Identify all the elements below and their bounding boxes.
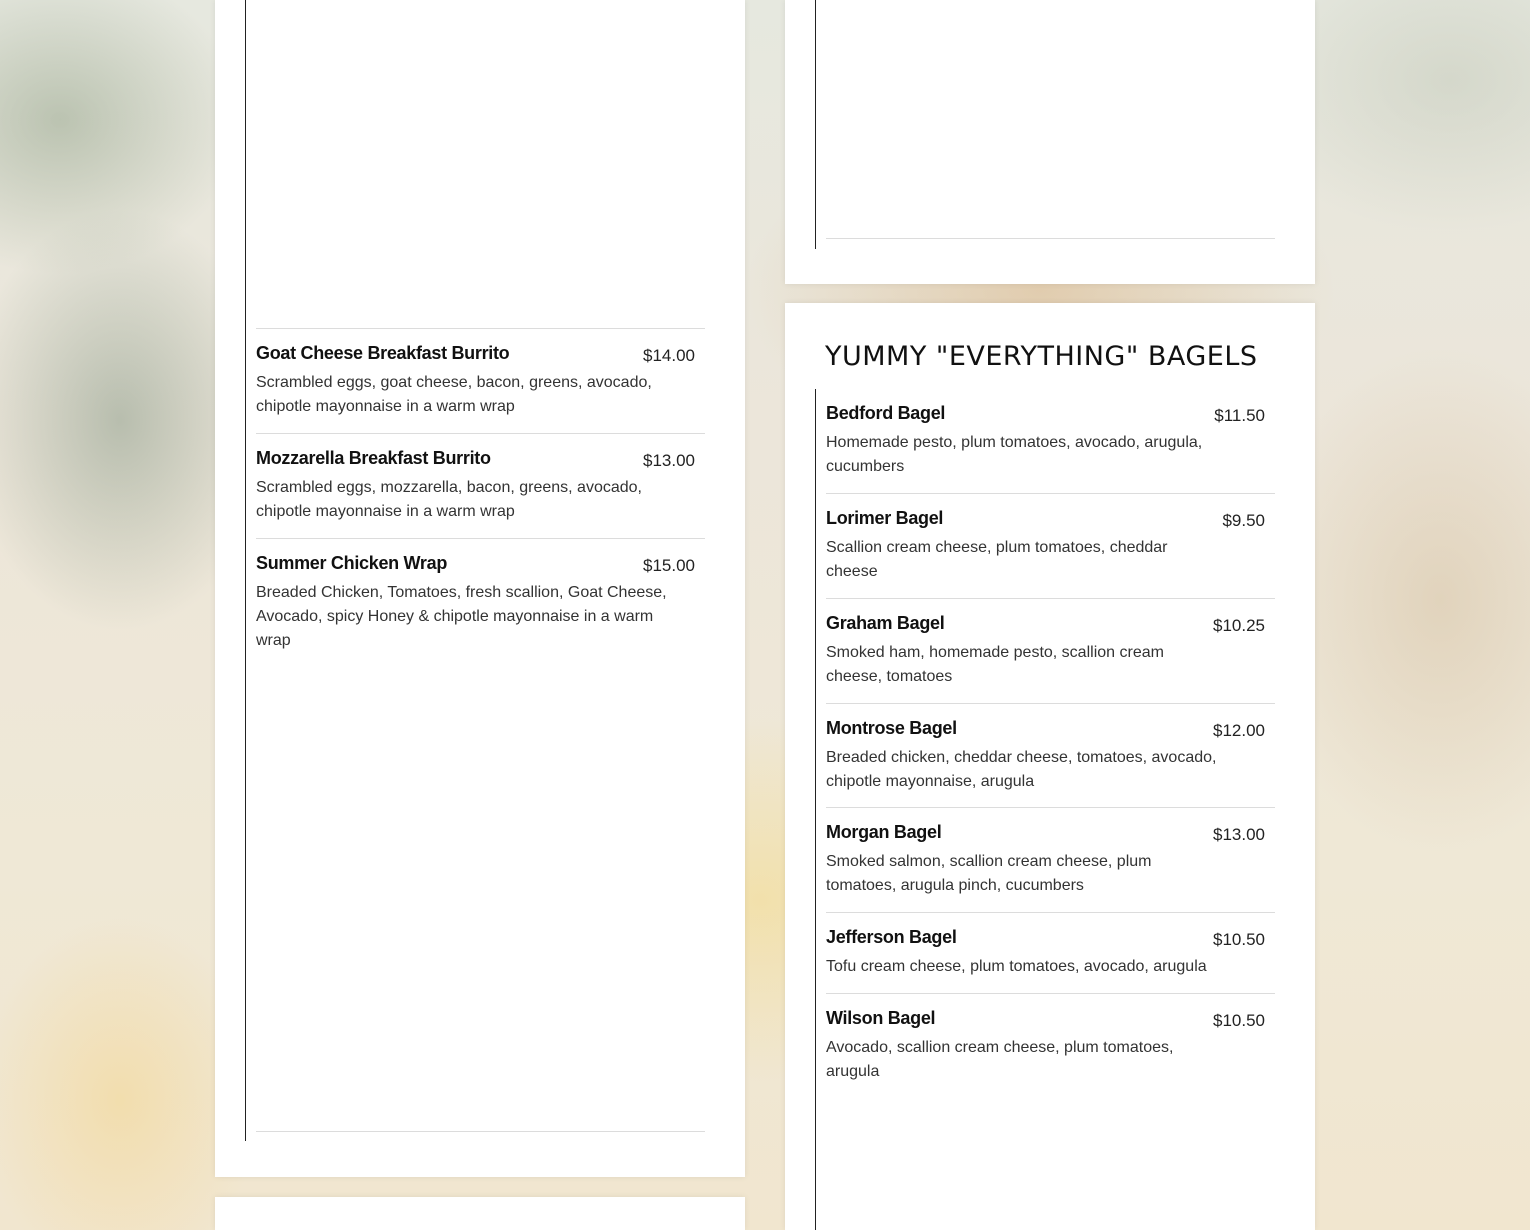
menu-item-name: Morgan Bagel xyxy=(826,822,942,842)
menu-item-name: Montrose Bagel xyxy=(826,718,957,738)
menu-item xyxy=(826,403,1265,483)
item-divider xyxy=(826,912,1275,913)
menu-item-price: $9.50 xyxy=(1222,511,1265,530)
menu-item-name: Jefferson Bagel xyxy=(826,927,957,947)
menu-item-description: Scallion cream cheese, plum tomatoes, cheddar cheese xyxy=(826,539,1168,580)
menu-item-description: Breaded chicken, cheddar cheese, tomatoes, avocado, chipotle mayonnaise, arugula xyxy=(826,749,1217,790)
menu-item xyxy=(826,822,1265,902)
left-next-panel xyxy=(215,1197,745,1230)
menu-item-price: $10.50 xyxy=(1213,1011,1265,1030)
menu-item-name: Graham Bagel xyxy=(826,613,945,633)
menu-item-name: Lorimer Bagel xyxy=(826,508,944,528)
menu-item-price: $13.00 xyxy=(643,451,695,470)
item-divider xyxy=(256,433,705,434)
left-menu-panel xyxy=(215,0,745,1177)
menu-item-name: Bedford Bagel xyxy=(826,403,946,423)
section-end-divider xyxy=(256,1131,705,1132)
item-divider xyxy=(826,598,1275,599)
menu-item xyxy=(826,927,1265,983)
item-divider xyxy=(256,328,705,329)
right-previous-panel xyxy=(785,0,1315,284)
item-divider xyxy=(826,807,1275,808)
menu-item-description: Breaded Chicken, Tomatoes, fresh scallion, Goat Cheese, Avocado, spicy Honey & chipotle mayonnaise in a warm wrap xyxy=(256,584,667,649)
right-prev-vertical-rule xyxy=(815,0,816,249)
menu-item-description: Scrambled eggs, mozzarella, bacon, greens, avocado, chipotle mayonnaise in a warm wrap xyxy=(256,479,642,520)
section-end-divider xyxy=(826,238,1275,239)
menu-item-description: Smoked salmon, scallion cream cheese, plum tomatoes, arugula pinch, cucumbers xyxy=(826,853,1152,894)
item-divider xyxy=(826,703,1275,704)
menu-item-description: Smoked ham, homemade pesto, scallion cream cheese, tomatoes xyxy=(826,644,1164,685)
menu-item xyxy=(256,448,695,528)
menu-item-description: Avocado, scallion cream cheese, plum tomatoes, arugula xyxy=(826,1039,1174,1080)
menu-item-description: Homemade pesto, plum tomatoes, avocado, arugula, cucumbers xyxy=(826,434,1203,475)
menu-item-price: $15.00 xyxy=(643,556,695,575)
menu-item-name: Summer Chicken Wrap xyxy=(256,553,448,573)
left-panel-vertical-rule xyxy=(245,0,246,1141)
menu-item xyxy=(826,1008,1265,1088)
menu-item-price: $10.50 xyxy=(1213,930,1265,949)
menu-item xyxy=(826,718,1265,798)
menu-item-price: $11.50 xyxy=(1214,406,1265,425)
item-divider xyxy=(256,538,705,539)
menu-item-name: Wilson Bagel xyxy=(826,1008,936,1028)
bagels-panel xyxy=(785,303,1315,1230)
menu-item xyxy=(256,343,695,423)
bagels-vertical-rule xyxy=(815,389,816,1230)
item-divider xyxy=(826,993,1275,994)
menu-item-name: Mozzarella Breakfast Burrito xyxy=(256,448,491,468)
menu-item-description: Scrambled eggs, goat cheese, bacon, greens, avocado, chipotle mayonnaise in a warm wrap xyxy=(256,374,652,415)
menu-item-price: $10.25 xyxy=(1213,616,1265,635)
section-title: YUMMY "EVERYTHING" BAGELS xyxy=(825,341,1258,372)
item-divider xyxy=(826,493,1275,494)
menu-item-price: $12.00 xyxy=(1213,721,1265,740)
menu-item xyxy=(256,553,695,663)
menu-item xyxy=(826,613,1265,693)
menu-item-name: Goat Cheese Breakfast Burrito xyxy=(256,343,510,363)
menu-item-description: Tofu cream cheese, plum tomatoes, avocado, arugula xyxy=(826,958,1207,975)
menu-item xyxy=(826,508,1265,588)
menu-item-price: $14.00 xyxy=(643,346,695,365)
menu-item-price: $13.00 xyxy=(1213,825,1265,844)
